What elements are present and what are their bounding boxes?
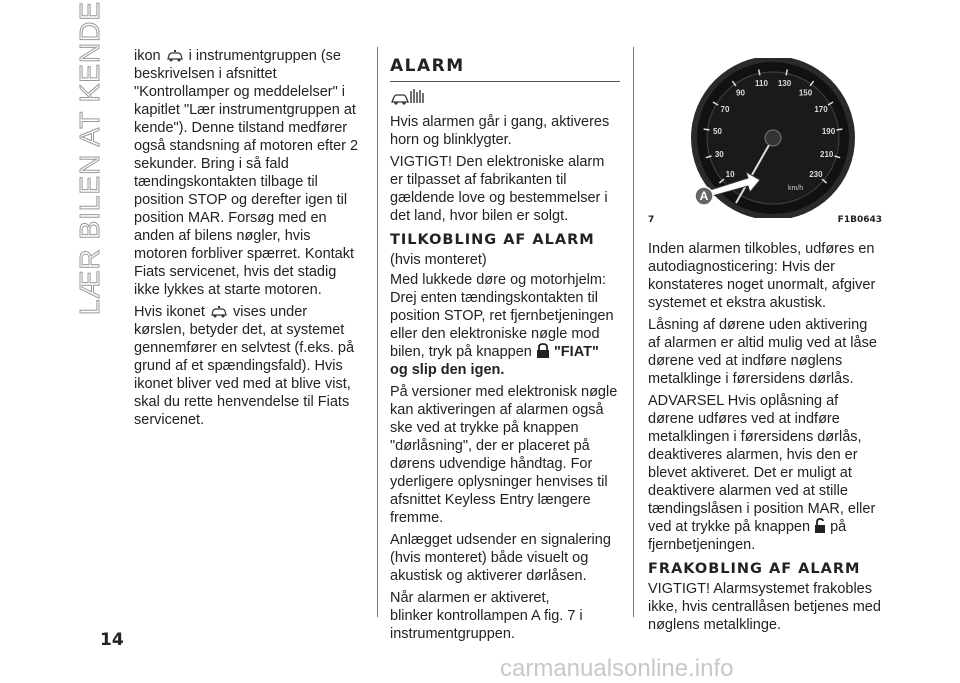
gauge-speed-label: 150	[798, 88, 813, 98]
paragraph: Hvis ikonet vises under kørslen, betyder det, at systemet gennemfører en selvtest (f.eks. på grund af et spændingsfald). Hvis ikonet bliver ved med at blive vist, skal du rette henvendelse til Fiats servicenet.	[134, 304, 355, 428]
paragraph: Anlægget udsender en signalering (hvis monteret) både visuelt og akustisk og aktiverer dørlåsen.	[390, 532, 611, 584]
paragraph: Med lukkede døre og motorhjelm: Drej enten tændingskontakten til position STOP, ret fjernbetjeningen eller den elektroniske nøgle mod bilen, tryk på knappen "FIAT" og slip den igen.	[390, 272, 614, 378]
figure-number: 7	[648, 215, 655, 225]
gauge-speed-label: 130	[777, 79, 792, 89]
subheading-tilkobling: TILKOBLING AF ALARM	[390, 232, 595, 248]
section-heading-alarm: ALARM	[390, 56, 465, 76]
figure-code: F1B0643	[837, 215, 882, 225]
gauge-speed-label: 30	[714, 149, 724, 159]
chapter-title-text: LÆR BILEN AT KENDE	[74, 0, 105, 315]
gauge-speed-label: 50	[713, 126, 722, 136]
figure-caption	[648, 215, 882, 225]
gauge-speed-label: 230	[809, 170, 823, 179]
column-divider-1	[377, 47, 378, 617]
speedometer-illustration	[648, 58, 882, 218]
column-2	[390, 57, 620, 647]
paragraph: Låsning af dørene uden aktivering af alarmen er altid mulig ved at låse dørene ved at indføre nøglens metalklinge i førersidens dørlås.	[648, 317, 877, 387]
subheading-frakobling: FRAKOBLING AF ALARM	[648, 561, 861, 577]
column-1	[134, 47, 359, 433]
gauge-tick	[837, 129, 843, 130]
column-3	[648, 240, 882, 638]
gauge-unit-label: km/h	[788, 185, 804, 192]
unlock-icon	[814, 518, 826, 534]
immobilizer-car-icon	[165, 49, 185, 63]
paragraph: ikon i instrumentgruppen (se beskrivelsen i afsnittet "Kontrollamper og meddelelser" i kapitlet "Lær instrumentgruppen at kende"). Denne tilstand medfører også standsning af motoren efter 2 sekunder. Bring i så fald tændingskontakten tilbage til position STOP og derefter igen til position MAR. Forsøg med en anden af bilens nøgler, hvis motoren forbliver spærret. Kontakt Fiats servicenet, hvis det stadig ikke lykkes at starte motoren.	[134, 48, 359, 298]
gauge-tick	[704, 129, 710, 130]
heading-rule	[390, 81, 620, 82]
gauge-speed-label: 110	[755, 79, 768, 89]
watermark: carmanualsonline.info	[500, 655, 734, 682]
gauge-speed-label: 170	[814, 105, 828, 115]
gauge-speed-label: 70	[720, 105, 730, 115]
immobilizer-car-icon	[209, 305, 229, 319]
paragraph: På versioner med elektronisk nøgle kan aktiveringen af alarmen også ske ved at trykke på knappen "dørlåsning", der er placeret på dørens udvendige håndtag. For yderligere oplysninger henvises til afsnittet Keyless Entry længere fremme.	[390, 384, 618, 526]
callout-label: A	[699, 189, 709, 203]
paragraph: Inden alarmen tilkobles, udføres en autodiagnosticering: Hvis der konstateres noget unormalt, afgiver systemet et ekstra akustisk.	[648, 241, 876, 311]
paragraph: VIGTIGT! Alarmsystemet frakobles ikke, hvis centrallåsen betjenes med nøglens metalklinge.	[648, 581, 881, 633]
gauge-speed-label: 10	[725, 170, 735, 179]
page-number: 14	[100, 630, 124, 650]
paragraph: Hvis alarmen går i gang, aktiveres horn og blinklygter.	[390, 114, 610, 148]
paragraph: ADVARSEL Hvis oplåsning af dørene udføres ved at indføre metalklingen i førersidens dørlås, deaktiveres alarmen, hvis den er blevet aktiveret. Det er muligt at deaktivere alarmen ved at stille tændingslåsen i position MAR, eller ved at trykke på knappen på fjernbetjeningen.	[648, 393, 876, 553]
chapter-sidebar-title	[60, 0, 120, 315]
speedometer-figure	[648, 58, 882, 228]
alarm-signal-icon	[390, 88, 426, 106]
paragraph: VIGTIGT! Den elektroniske alarm er tilpasset af fabrikanten til gældende love og bestemmelser i det land, hvor bilen er solgt.	[390, 154, 608, 224]
column-divider-2	[633, 47, 634, 617]
gauge-speed-label: 90	[736, 88, 745, 98]
gauge-speed-label: 190	[821, 126, 836, 136]
gauge-speed-label: 210	[820, 149, 834, 159]
lock-icon	[536, 343, 550, 359]
subheading-note: (hvis monteret)	[390, 252, 487, 268]
paragraph: Når alarmen er aktiveret, blinker kontrollampen A fig. 7 i instrumentgruppen.	[390, 590, 583, 642]
